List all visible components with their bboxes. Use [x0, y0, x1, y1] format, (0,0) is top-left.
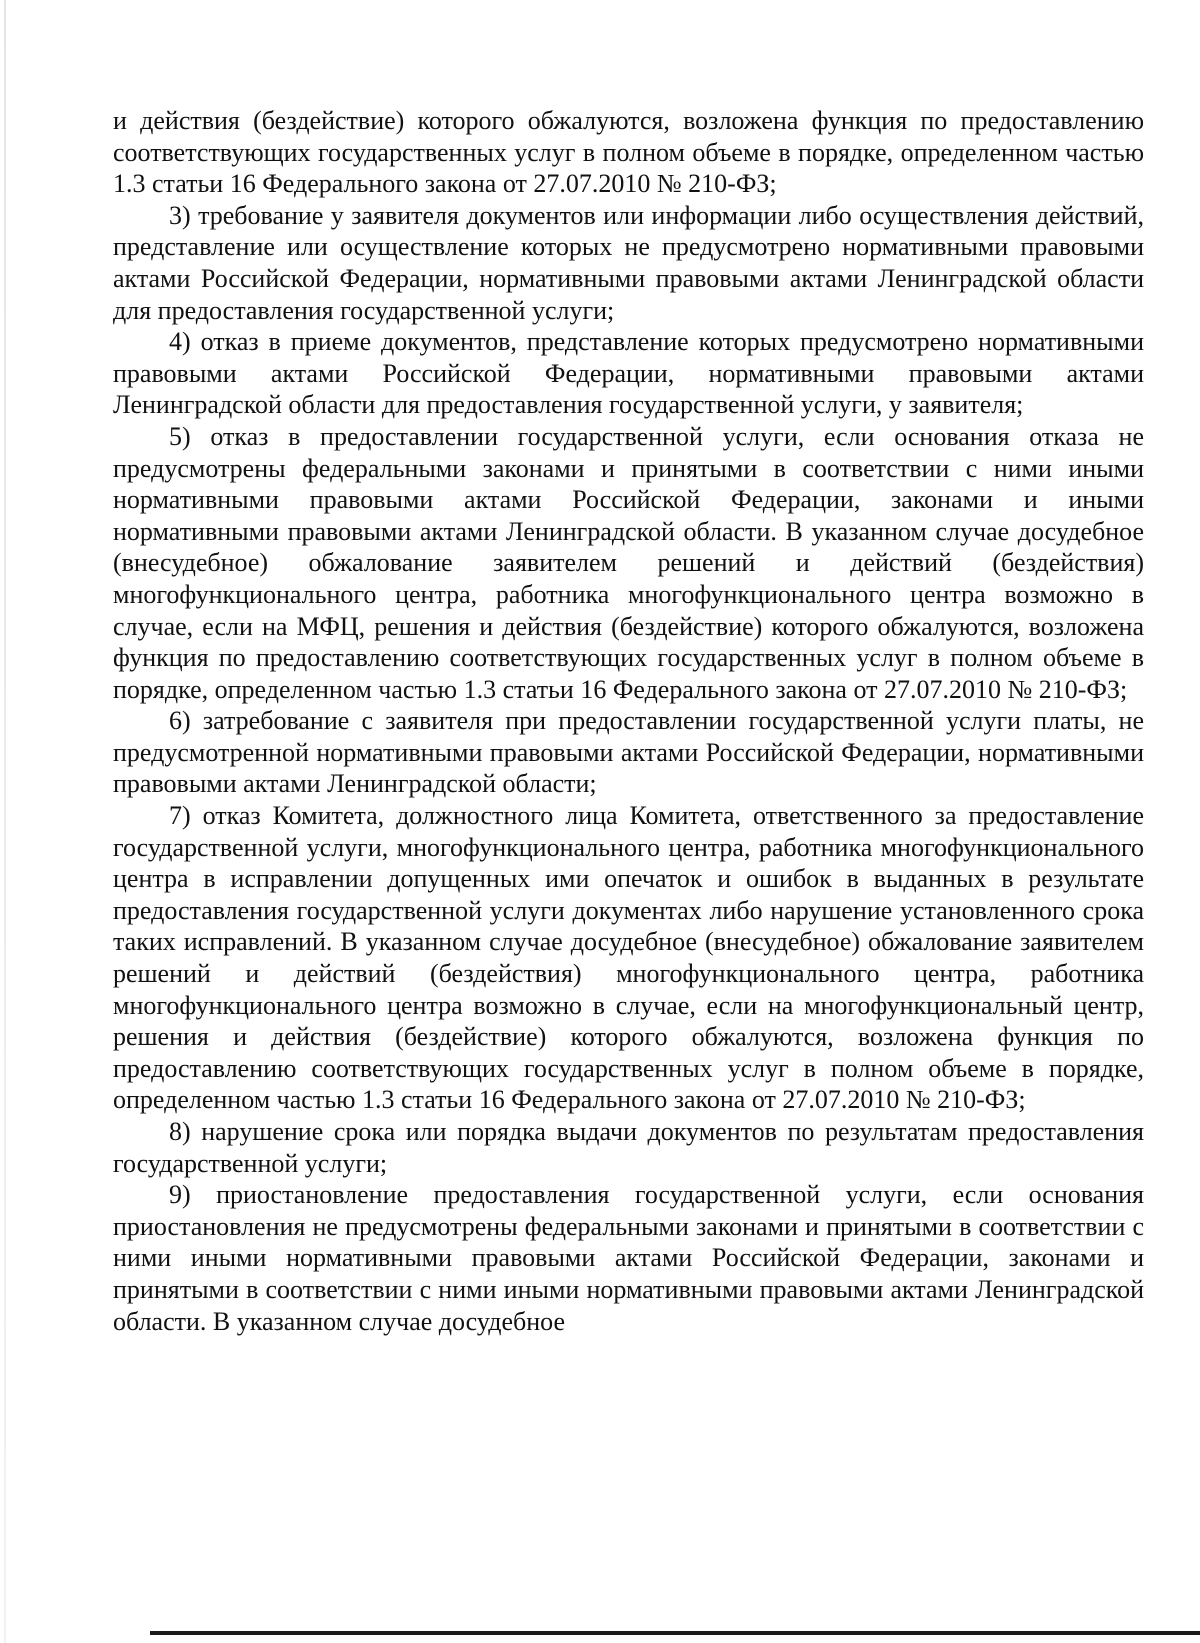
scan-edge-bottom — [150, 1631, 1200, 1635]
paragraph-item-8: 8) нарушение срока или порядка выдачи документов по результатам предоставления государственной услуги; — [113, 1117, 1144, 1178]
paragraph-item-9: 9) приостановление предоставления государственной услуги, если основания приостановления не предусмотрены федеральными законами и принятыми в соответствии с ними иными нормативными правовыми актами Российской Федерации, законами и принятыми в соответствии с ними иными нормативными правовыми актами Ленинградской области. В указанном случае досудебное — [113, 1180, 1144, 1336]
paragraph-item-5: 5) отказ в предоставлении государственной услуги, если основания отказа не предусмотрены федеральными законами и принятыми в соответствии с ними иными нормативными правовыми актами Российской Федерации, законами и иными нормативными правовыми актами Ленинградской области. В указанном случае досудебное (внесудебное) обжалование заявителем решений и действий (бездействия) многофункционального центра, работника многофункционального центра возможно в случае, если на МФЦ, решения и действия (бездействие) которого обжалуются, возложена функция по предоставлению соответствующих государственных услуг в полном объеме в порядке, определенном частью 1.3 статьи 16 Федерального закона от 27.07.2010 № 210-ФЗ; — [113, 421, 1144, 704]
paragraph-item-6: 6) затребование с заявителя при предоставлении государственной услуги платы, не предусмотренной нормативными правовыми актами Российской Федерации, нормативными правовыми актами Ленинградской области; — [113, 706, 1144, 799]
paragraph-item-3: 3) требование у заявителя документов или информации либо осуществления действий, представление или осуществление которых не предусмотрено нормативными правовыми актами Российской Федерации, нормативными правовыми актами Ленинградской области для предоставления государственной услуги; — [113, 200, 1144, 325]
paragraph-item-7: 7) отказ Комитета, должностного лица Комитета, ответственного за предоставление государственной услуги, многофункционального центра, работника многофункционального центра в исправлении допущенных ими опечаток и ошибок в выданных в результате предоставления государственной услуги документах либо нарушение установленного срока таких исправлений. В указанном случае досудебное (внесудебное) обжалование заявителем решений и действий (бездействия) многофункционального центра, работника многофункционального центра возможно в случае, если на многофункциональный центр, решения и действия (бездействие) которого обжалуются, возложена функция по предоставлению соответствующих государственных услуг в полном объеме в порядке, определенном частью 1.3 статьи 16 Федерального закона от 27.07.2010 № 210-ФЗ; — [113, 801, 1144, 1115]
paragraph-continuation: и действия (бездействие) которого обжалуются, возложена функция по предоставлению соответствующих государственных услуг в полном объеме в порядке, определенном частью 1.3 статьи 16 Федерального закона от 27.07.2010 № 210-ФЗ; — [113, 106, 1144, 199]
scan-edge-left — [4, 0, 6, 1643]
paragraph-item-4: 4) отказ в приеме документов, представление которых предусмотрено нормативными правовыми актами Российской Федерации, нормативными правовыми актами Ленинградской области для предоставления государственной услуги, у заявителя; — [113, 327, 1144, 420]
